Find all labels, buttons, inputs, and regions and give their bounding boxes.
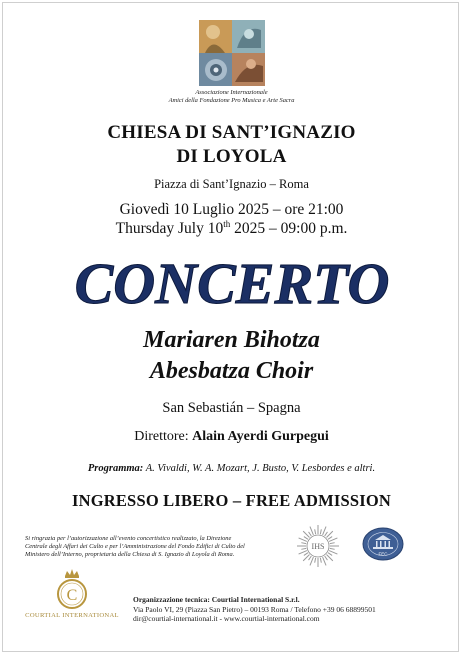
admission-notice: INGRESSO LIBERO – FREE ADMISSION	[71, 491, 392, 510]
concert-title	[0, 250, 463, 314]
courtial-logo-letter: C	[66, 587, 78, 604]
courtial-name: COURTIAL INTERNATIONAL	[25, 612, 119, 619]
ihs-ray	[329, 551, 337, 554]
ihs-ray	[310, 527, 313, 535]
ihs-ray	[328, 537, 332, 540]
association-line-2: Amici della Fondazione Pro Musica e Arte Sacra	[168, 97, 295, 104]
fec-seal-icon	[362, 527, 404, 561]
choir-origin: San Sebastián – Spagna	[162, 400, 301, 416]
ihs-ray	[320, 558, 321, 563]
organization-title: Organizzazione tecnica: Courtial International S.r.l.	[133, 595, 300, 604]
program-label: Programma:	[87, 463, 144, 474]
association-line-1: Associazione Internazionale	[195, 89, 268, 96]
ihs-ray	[323, 557, 326, 565]
ihs-ray	[323, 527, 326, 535]
director-label: Direttore:	[134, 429, 193, 444]
ihs-ray	[315, 529, 316, 534]
date-english: Thursday July 10th 2025 – 09:00 p.m.	[115, 218, 348, 237]
date-italian: Giovedì 10 Luglio 2025 – ore 21:00	[119, 201, 344, 218]
concert-title-text: CONCERTO	[74, 251, 389, 314]
ihs-ray	[301, 543, 306, 544]
church-name-line-2: DI LOYOLA	[176, 146, 287, 167]
choir-name-line-2: Abesbatza Choir	[149, 358, 314, 384]
director	[0, 428, 463, 446]
ihs-seal-icon	[296, 524, 340, 568]
director-name: Alain Ayerdi Gurpegui	[192, 429, 329, 444]
choir-name-line-1: Mariaren Bihotza	[143, 327, 320, 353]
organization-address: Via Paolo VI, 29 (Piazza San Pietro) – 00193 Roma / Telefono +39 06 68899501	[133, 604, 376, 614]
fec-seal-label: FEC	[378, 551, 388, 557]
ihs-ray	[299, 538, 307, 541]
church-name-line-1: CHIESA DI SANT’IGNAZIO	[107, 122, 356, 143]
organization-info	[133, 595, 376, 624]
association-logo	[199, 20, 265, 86]
ihs-ray	[310, 557, 313, 565]
acknowledgement-line-2: Centrale degli Affari dei Culto e per l’Amministrazione del Fondo Edifici di Culto del	[25, 543, 245, 550]
concert-title-graphic	[42, 250, 422, 314]
program-text: A. Vivaldi, W. A. Mozart, J. Busto, V. Lesbordes e altri.	[143, 463, 376, 474]
ihs-ray	[328, 553, 332, 556]
ihs-ray	[329, 538, 337, 541]
acknowledgement-line-3: Ministero dell’Interno, proprietaria della Chiesa di S. Ignazio di Loyola di Roma.	[25, 551, 235, 558]
ihs-ray	[309, 556, 312, 560]
church-name	[0, 121, 463, 169]
ihs-ray	[304, 553, 308, 556]
ihs-ray	[299, 551, 307, 554]
organization-contact: dir@courtial-international.it - www.courtial-international.com	[133, 614, 320, 623]
ihs-ray	[304, 537, 308, 540]
choir-name	[0, 325, 463, 387]
church-address: Piazza di Sant’Ignazio – Roma	[154, 177, 309, 191]
program	[0, 462, 463, 475]
acknowledgement-text	[25, 535, 300, 559]
ihs-ray	[330, 548, 335, 549]
courtial-logo-icon	[40, 567, 104, 611]
ihs-ray	[330, 543, 335, 544]
association-name	[0, 89, 463, 105]
ihs-ray	[320, 529, 321, 534]
ihs-ray	[315, 558, 316, 563]
concert-date	[0, 200, 463, 238]
acknowledgement-line-1: Si ringrazia per l’autorizzazione all’evento concertistico realizzato, la Direzione	[25, 535, 232, 542]
ihs-ray	[325, 556, 328, 560]
ihs-ray	[325, 532, 328, 536]
ihs-seal-label: IHS	[311, 542, 325, 551]
ihs-ray	[301, 548, 306, 549]
ihs-ray	[309, 532, 312, 536]
